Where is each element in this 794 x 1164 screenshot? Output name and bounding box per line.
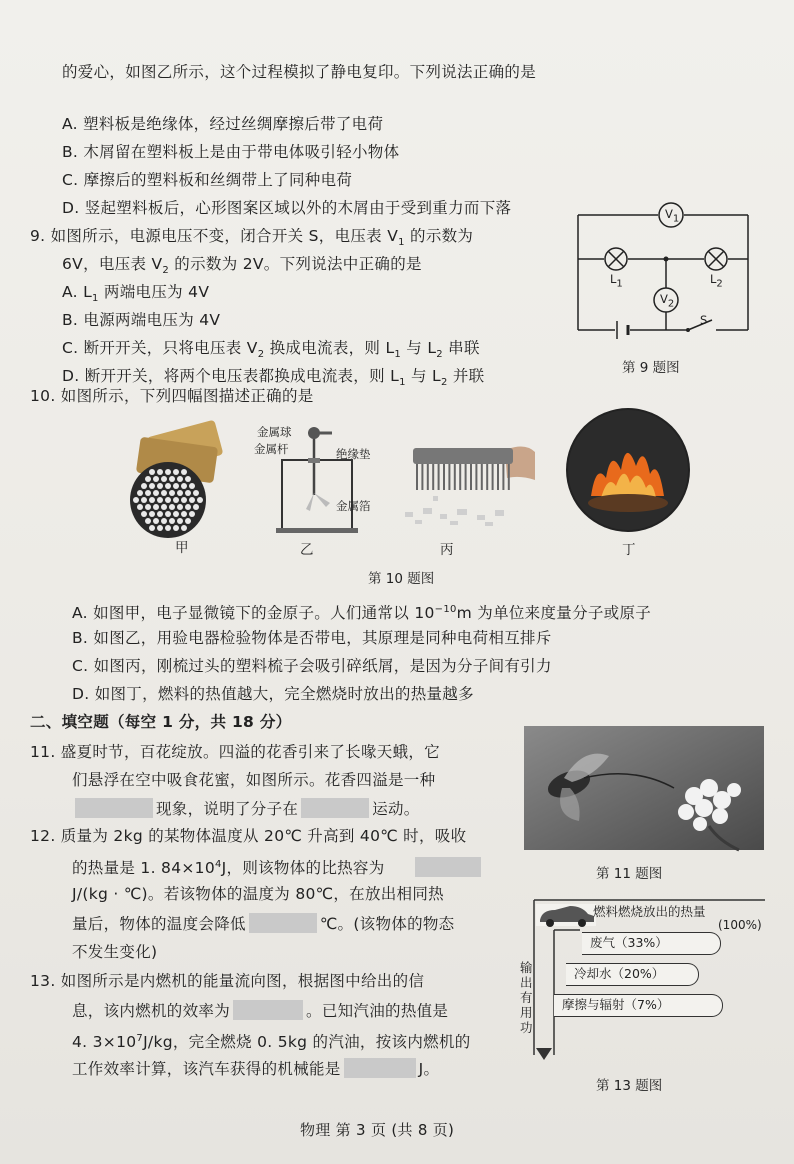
caption-ding: 丁 [622, 542, 636, 558]
fig13-caption: 第 13 题图 [596, 1078, 663, 1094]
moth-flower-image [524, 726, 764, 850]
caption-yi: 乙 [300, 542, 314, 558]
answer-blank[interactable] [415, 857, 481, 877]
q9-option-c: C. 断开开关，只将电压表 $V_2$ 换成电流表，则 $L_1$ 与 $L_2$ 串联 [62, 339, 480, 361]
answer-blank[interactable] [75, 798, 153, 818]
section-2-heading: 二、填空题（每空 1 分，共 18 分） [30, 713, 292, 731]
flow-cooling: 冷却水（20%） [566, 963, 699, 986]
caption-bing: 丙 [440, 542, 454, 558]
q8-stem: 的爱心，如图乙所示，这个过程模拟了静电复印。下列说法正确的是 [62, 63, 537, 81]
fire-image [566, 408, 690, 532]
page-footer: 物理 第 3 页 (共 8 页) [300, 1121, 455, 1139]
q13-line-2: 息，该内燃机的效率为 。已知汽油的热值是 [72, 1002, 449, 1020]
q10-option-d: D. 如图丁，燃料的热值越大，完全燃烧时放出的热量越多 [72, 685, 474, 703]
q8-option-c: C. 摩擦后的塑料板和丝绸带上了同种电荷 [62, 171, 353, 189]
q9-option-b: B. 电源两端电压为 4V [62, 311, 221, 329]
flow-output-label: 输出有用功 [520, 960, 533, 1035]
gold-atoms-image [120, 420, 230, 540]
v2-label: $V_2$ [660, 292, 675, 310]
q11-line-2: 们悬浮在空中吸食花蜜，如图所示。花香四溢是一种 [72, 771, 436, 789]
q13-line-4: 工作效率计算，该汽车获得的机械能是 J。 [72, 1060, 440, 1078]
label-metal-foil: 金属箔 [336, 499, 371, 513]
q9-option-a: A. $L_1$ 两端电压为 4V [62, 283, 210, 305]
q12-line-5: 不发生变化) [72, 943, 158, 961]
comb-image [395, 430, 535, 530]
q9-stem-2: 6V，电压表 $V_2$ 的示数为 2V。下列说法中正确的是 [62, 255, 422, 277]
q10-option-b: B. 如图乙，用验电器检验物体是否带电，其原理是同种电荷相互排斥 [72, 629, 552, 647]
flow-friction: 摩擦与辐射（7%） [554, 994, 723, 1017]
answer-blank[interactable] [249, 913, 317, 933]
circuit-diagram [560, 200, 760, 350]
q12-line-2: 的热量是 1. $84\times 10^4J$，则该物体的比热容为 [72, 855, 484, 878]
q8-option-d: D. 竖起塑料板后，心形图案区域以外的木屑由于受到重力而下落 [62, 199, 512, 217]
q11-line-1: 11. 盛夏时节，百花绽放。四溢的花香引来了长喙天蛾，它 [30, 743, 440, 761]
fig10-caption: 第 10 题图 [368, 571, 435, 587]
q12-line-1: 12. 质量为 2kg 的某物体温度从 20℃ 升高到 40℃ 时，吸收 [30, 827, 467, 845]
flow-title: 燃料燃烧放出的热量 [593, 904, 706, 919]
q10-option-c: C. 如图丙，刚梳过头的塑料梳子会吸引碎纸屑，是因为分子间有引力 [72, 657, 552, 675]
q12-line-3: J/(kg · ℃)。若该物体的温度为 80℃，在放出相同热 [72, 885, 444, 903]
q13-line-3: 4. $3\times 10^7J/kg$，完全燃烧 0. 5kg 的汽油，按该内燃机的 [72, 1033, 471, 1052]
answer-blank[interactable] [301, 798, 369, 818]
answer-blank[interactable] [344, 1058, 416, 1078]
q8-option-b: B. 木屑留在塑料板上是由于带电体吸引轻小物体 [62, 143, 400, 161]
q10-stem: 10. 如图所示，下列四幅图描述正确的是 [30, 387, 314, 405]
flow-total: (100%) [718, 918, 762, 932]
fig11-caption: 第 11 题图 [596, 866, 663, 882]
l2-label: $L_2$ [710, 272, 723, 290]
label-metal-ball: 金属球 [257, 425, 292, 439]
caption-jia: 甲 [175, 540, 189, 556]
q9-option-d: D. 断开开关，将两个电压表都换成电流表，则 $L_1$ 与 $L_2$ 并联 [62, 367, 485, 389]
q13-line-1: 13. 如图所示是内燃机的能量流向图，根据图中给出的信 [30, 972, 425, 990]
q8-option-a: A. 塑料板是绝缘体，经过丝绸摩擦后带了电荷 [62, 115, 384, 133]
flow-exhaust: 废气（33%） [582, 932, 721, 955]
q10-option-a: A. 如图甲，电子显微镜下的金原子。人们通常以 $10^{-10}m$ 为单位来度量分子或原子 [72, 604, 652, 623]
q9-stem-1: 9. 如图所示，电源电压不变，闭合开关 S，电压表 $V_1$ 的示数为 [30, 227, 474, 249]
label-insulating-pad: 绝缘垫 [336, 447, 371, 461]
label-metal-rod: 金属杆 [254, 442, 289, 456]
fig9-caption: 第 9 题图 [622, 360, 680, 376]
answer-blank[interactable] [233, 1000, 303, 1020]
q12-line-4: 量后，物体的温度会降低 ℃。(该物体的物态 [72, 915, 455, 933]
switch-label: S [700, 313, 708, 327]
l1-label: $L_1$ [610, 272, 623, 290]
q11-line-3: 现象，说明了分子在 运动。 [72, 798, 420, 819]
v1-label: $V_1$ [665, 207, 680, 225]
